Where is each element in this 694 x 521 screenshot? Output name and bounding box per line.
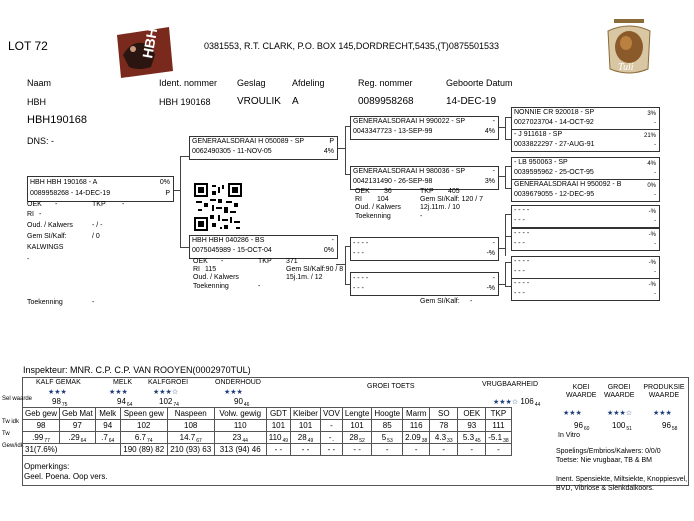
- ggp-box-4: [511, 179, 660, 202]
- sd-line2: 0042131490 - 26-SEP-98: [353, 178, 433, 185]
- ggp5-line2: - - -: [514, 217, 525, 224]
- table-row: 31(7.6%) 190 (89) 82 210 (93) 63 313 (94) 46 - - - - - - - - - - - - -: [23, 444, 512, 456]
- ggp-box-1: [511, 107, 660, 130]
- dam-toek-label: Toekenning: [193, 283, 229, 290]
- ggp4-line1-right: 0%: [647, 183, 656, 189]
- breeder-info: 0381553, R.T. CLARK, P.O. BOX 145,DORDRECHT,5435,(T)0875501533: [204, 41, 499, 51]
- group-koei-waarde: KOEI WAARDE: [566, 384, 597, 399]
- sd-tkp-label: TKP: [420, 188, 434, 195]
- ggp5-line1-right: -%: [648, 209, 656, 215]
- col-gdt: GDT: [266, 408, 290, 420]
- ss-line1-right: -: [492, 118, 495, 125]
- ggp4-line2-right: -: [654, 192, 656, 198]
- animal-oud-value: - / -: [92, 222, 103, 229]
- vrugbaarheid-value: ★★★☆ $106_{44}$: [493, 397, 541, 408]
- ggp7-line2-right: -: [654, 269, 656, 275]
- col-lengte: Lengte: [342, 408, 371, 420]
- col-vov: VOV: [320, 408, 342, 420]
- ggp2-line2-right: -: [654, 142, 656, 148]
- dam-tkp-value: 371: [286, 258, 298, 265]
- label-sex: Geslag: [237, 78, 266, 88]
- sd-oud-value: 12j.11m. / 10: [420, 204, 460, 211]
- value-birth: 14-DEC-19: [446, 96, 497, 107]
- sd-ri-value: 104: [377, 196, 389, 203]
- dam-oud-value: 15j.1m. / 12: [286, 274, 323, 281]
- dam-oek-value: -: [221, 258, 224, 265]
- sire-line2-right: 4%: [323, 148, 334, 155]
- dd-line1-right: -: [492, 275, 495, 282]
- ss-line2: 0043347723 - 13-SEP-99: [353, 128, 433, 135]
- opmerkings-text: Geel. Poena. Oop vers.: [24, 472, 108, 481]
- dam-oud-label: Oud. / Kalwers: [193, 274, 239, 281]
- dam-line2-right: 0%: [323, 247, 334, 254]
- kalf-gemak-stars: ★★★: [48, 389, 67, 396]
- ggp8-line1: - - - -: [514, 280, 530, 287]
- dam-box: [189, 235, 338, 259]
- row-label-sel: Sel waarde: [2, 396, 33, 402]
- animal-box: [27, 176, 174, 202]
- ggp1-line1-right: 3%: [647, 111, 656, 117]
- ggp8-line1-right: -%: [648, 282, 656, 288]
- row-label-gew-idk: Gew/idk: [2, 443, 24, 449]
- dam-line1-right: -: [331, 237, 334, 244]
- ggp2-line1-right: 21%: [643, 133, 656, 139]
- ggp7-line2: - - -: [514, 268, 525, 275]
- sire-dam-box: [350, 166, 499, 190]
- label-reg: Reg. nommer: [358, 78, 413, 88]
- ggp3-line1: - LB 950063 - SP: [514, 159, 568, 166]
- spoelings: Spoelings/Embrios/Kalwers: 0/0/0: [556, 448, 661, 455]
- ds-line2-right: -%: [486, 250, 495, 257]
- label-ident: Ident. nommer: [159, 78, 218, 88]
- in-vitro: In Vitro: [558, 432, 581, 439]
- animal-oek-label: OEK: [27, 201, 42, 208]
- table-row: $.99_{77}$ $.29_{64}$ $.7_{64}$ $6.7_{74}$ $14.7_{67}$ $23_{44}$ $110_{49}$ $28_{49}$ $-_-$ $28_{52}$ $5_{53}$ $2.09_{38}$ $4.3_{33}$ $5.3_{45}$ $-5.1_{38}$: [23, 432, 512, 444]
- ggp3-line1-right: 4%: [647, 161, 656, 167]
- ggp-box-6: [511, 228, 660, 251]
- ggp6-line2: - - -: [514, 240, 525, 247]
- group-produksie-waarde: PRODUKSIE WAARDE: [643, 384, 685, 399]
- col-oek: OEK: [458, 408, 486, 420]
- dam-ri-label: RI: [193, 266, 200, 273]
- sd-oud-label: Oud. / Kalwers: [355, 204, 401, 211]
- animal-line1-right: 0%: [159, 179, 170, 186]
- ss-line2-right: 4%: [484, 128, 495, 135]
- col-so: SO: [430, 408, 458, 420]
- hbh-logo: [113, 25, 177, 80]
- onderhoud-value: $90_{46}$: [234, 397, 250, 408]
- kalwings-value: -: [27, 256, 30, 263]
- dam-dam-box: [350, 272, 499, 296]
- ggp-box-8: [511, 278, 660, 301]
- id-code: HBH190168: [27, 114, 87, 126]
- ggp6-line1-right: -%: [648, 232, 656, 238]
- ggp2-line1: - J 911618 - SP: [514, 131, 563, 138]
- inent2: BVD, Vibriose & Slenkdalkoors.: [556, 485, 654, 492]
- dam-tkp-label: TKP: [258, 258, 272, 265]
- produksie-value: $96_{58}$: [662, 421, 678, 432]
- sire-box: [189, 136, 338, 160]
- kalfgroei-value: $102_{74}$: [159, 397, 179, 408]
- col-geb-mat: Geb Mat: [60, 408, 96, 420]
- label-birth: Geboorte Datum: [446, 78, 513, 88]
- onderhoud-stars: ★★★: [224, 389, 243, 396]
- dam-ri-value: 115: [205, 266, 217, 273]
- animal-line2-right: P: [165, 190, 170, 197]
- sd-line2-right: 3%: [484, 178, 495, 185]
- ggp-box-5: [511, 205, 660, 228]
- sire-line2: 0062490305 - 11-NOV-05: [192, 148, 272, 155]
- col-melk: Melk: [95, 408, 120, 420]
- ggp8-line2: - - -: [514, 290, 525, 297]
- row-label-tw-idk: Tw idk: [2, 419, 20, 425]
- sd-gem: Gem SI/Kalf: 120 / 7: [420, 196, 484, 203]
- value-name: HBH: [27, 97, 47, 107]
- lot-number: LOT 72: [8, 39, 48, 53]
- animal-tkp-value: -: [122, 201, 125, 208]
- dam-toek-value: -: [258, 283, 261, 290]
- ggp5-line2-right: -: [654, 218, 656, 224]
- melk-stars: ★★★: [109, 389, 128, 396]
- group-groei-toets: GROEI TOETS: [367, 383, 415, 390]
- ggp1-line2: 0027023704 - 14-OCT-92: [514, 119, 594, 126]
- ds-line1-right: -: [492, 240, 495, 247]
- ggp2-line2: 0033822297 - 27-AUG-91: [514, 141, 595, 148]
- group-vrugbaarheid: VRUGBAARHEID: [482, 381, 539, 388]
- inspector: Inspekteur: MNR. C.P. C.P. VAN ROOYEN(0002970TUL): [23, 365, 251, 375]
- col-naspeen: Naspeen: [167, 408, 214, 420]
- groei-stars: ★★★☆: [607, 410, 633, 417]
- groei-value: $100_{51}$: [612, 421, 632, 432]
- sd-line1: GENERAALSDRAAI H 980036 - SP: [353, 168, 466, 175]
- kalfgroei-stars: ★★★☆: [153, 389, 179, 396]
- dam-line2: 0075045989 - 15-OCT-04: [192, 247, 272, 254]
- ggp4-line1: GENERAALSDRAAI H 950092 - B: [514, 181, 622, 188]
- col-tkp: TKP: [486, 408, 511, 420]
- animal-ri-value: -: [39, 211, 42, 218]
- ggp6-line1: - - - -: [514, 230, 530, 237]
- hbh-logo-text: HBH: [139, 26, 161, 60]
- koei-stars: ★★★: [563, 410, 582, 417]
- ggp6-line2-right: -: [654, 241, 656, 247]
- ggp-box-7: [511, 256, 660, 279]
- sd-line1-right: -: [492, 168, 495, 175]
- sd-tkp-value: 405: [448, 188, 460, 195]
- animal-oek-value: -: [55, 201, 58, 208]
- ss-line1: GENERAALSDRAAI H 990022 - SP: [353, 118, 466, 125]
- col-kleiber: Kleiber: [291, 408, 321, 420]
- animal-gem-label: Gem SI/Kalf:: [27, 233, 67, 240]
- dam-sire-box: [350, 237, 499, 261]
- inent: Inent. Spensiekte, Miltsiekte, Knoppiesvel,: [556, 476, 688, 483]
- sd-oek-label: OEK: [355, 188, 370, 195]
- group-kalfgroei: KALFGROEI: [148, 379, 189, 386]
- kalf-gemak-value: $98_{75}$: [52, 397, 68, 408]
- dam-oek-label: OEK: [193, 258, 208, 265]
- col-speen-gew: Speen gew: [120, 408, 167, 420]
- sd-oek-value: 36: [384, 188, 392, 195]
- tuli-logo: [604, 17, 654, 79]
- qr-code: [194, 183, 242, 231]
- label-name: Naam: [27, 78, 52, 88]
- animal-tkp-label: TKP: [92, 201, 106, 208]
- opmerkings-label: Opmerkings:: [24, 462, 70, 471]
- value-ident: HBH 190168: [159, 97, 211, 107]
- col-marm: Marm: [403, 408, 430, 420]
- ggp3-line2-right: -: [654, 170, 656, 176]
- sire-line1: GENERAALSDRAAI H 050089 - SP: [192, 138, 305, 145]
- dd-gem-value: -: [470, 298, 473, 305]
- koei-value: $96_{60}$: [574, 421, 590, 432]
- toetse: Toetse: Nie vrugbaar, TB & BM: [556, 457, 652, 464]
- animal-line2: 0089958268 - 14-DEC-19: [30, 190, 111, 197]
- row-label-tw: Tw: [2, 431, 10, 437]
- sire-sire-box: [350, 116, 499, 140]
- animal-oud-label: Oud. / Kalwers: [27, 222, 73, 229]
- toekenning-value: -: [92, 299, 95, 306]
- dam-line1: HBH HBH 040286 - BS: [192, 237, 265, 244]
- ggp8-line2-right: -: [654, 291, 656, 297]
- produksie-stars: ★★★: [653, 410, 672, 417]
- value-sex: VROULIK: [237, 96, 281, 107]
- sd-toek-value: -: [420, 213, 423, 220]
- ggp-box-2: [511, 129, 660, 152]
- ggp7-line1: - - - -: [514, 258, 530, 265]
- toekenning-label: Toekenning: [27, 299, 63, 306]
- ggp1-line1: NONNIE CR 920018 - SP: [514, 109, 595, 116]
- col-hoogte: Hoogte: [372, 408, 403, 420]
- performance-table: [22, 407, 512, 456]
- melk-value: $94_{64}$: [117, 397, 133, 408]
- ggp1-line2-right: -: [654, 120, 656, 126]
- table-row: 98 97 94 102 108 110 101 101 - 101 85 116 78 93 111: [23, 420, 512, 432]
- sd-toek-label: Toekenning: [355, 213, 391, 220]
- sire-line1-right: P: [329, 138, 334, 145]
- dd-gem-label: Gem SI/Kalf:: [420, 298, 460, 305]
- ggp5-line1: - - - -: [514, 207, 530, 214]
- ggp7-line1-right: -%: [648, 260, 656, 266]
- col-geb-gew: Geb gew: [23, 408, 60, 420]
- value-section: A: [292, 96, 299, 107]
- dns: DNS: -: [27, 136, 54, 146]
- group-onderhoud: ONDERHOUD: [215, 379, 261, 386]
- kalwings-label: KALWINGS: [27, 244, 64, 251]
- animal-line1: HBH HBH 190168 - A: [30, 179, 98, 186]
- group-kalf-gemak: KALF GEMAK: [36, 379, 81, 386]
- ggp3-line2: 0039595962 - 25-OCT-95: [514, 169, 594, 176]
- group-melk: MELK: [113, 379, 133, 386]
- animal-gem-value: / 0: [92, 233, 100, 240]
- ggp4-line2: 0039679055 - 12-DEC-95: [514, 191, 595, 198]
- ds-line2: - - -: [353, 250, 364, 257]
- col-volw-gewig: Volw. gewig: [214, 408, 266, 420]
- ds-line1: - - - -: [353, 240, 369, 247]
- dd-line2-right: -%: [486, 285, 495, 292]
- animal-ri-label: RI: [27, 211, 34, 218]
- sd-ri-label: RI: [355, 196, 362, 203]
- dam-gem: Gem SI/Kalf:90 / 8: [286, 266, 344, 273]
- dd-line2: - - -: [353, 285, 364, 292]
- table-row: [23, 408, 512, 420]
- dd-line1: - - - -: [353, 275, 369, 282]
- value-reg: 0089958268: [358, 96, 414, 107]
- ggp-box-3: [511, 157, 660, 180]
- label-section: Afdeling: [292, 78, 325, 88]
- tuli-logo-text: Tuli: [618, 62, 634, 73]
- group-groei-waarde: GROEI WAARDE: [604, 384, 635, 399]
